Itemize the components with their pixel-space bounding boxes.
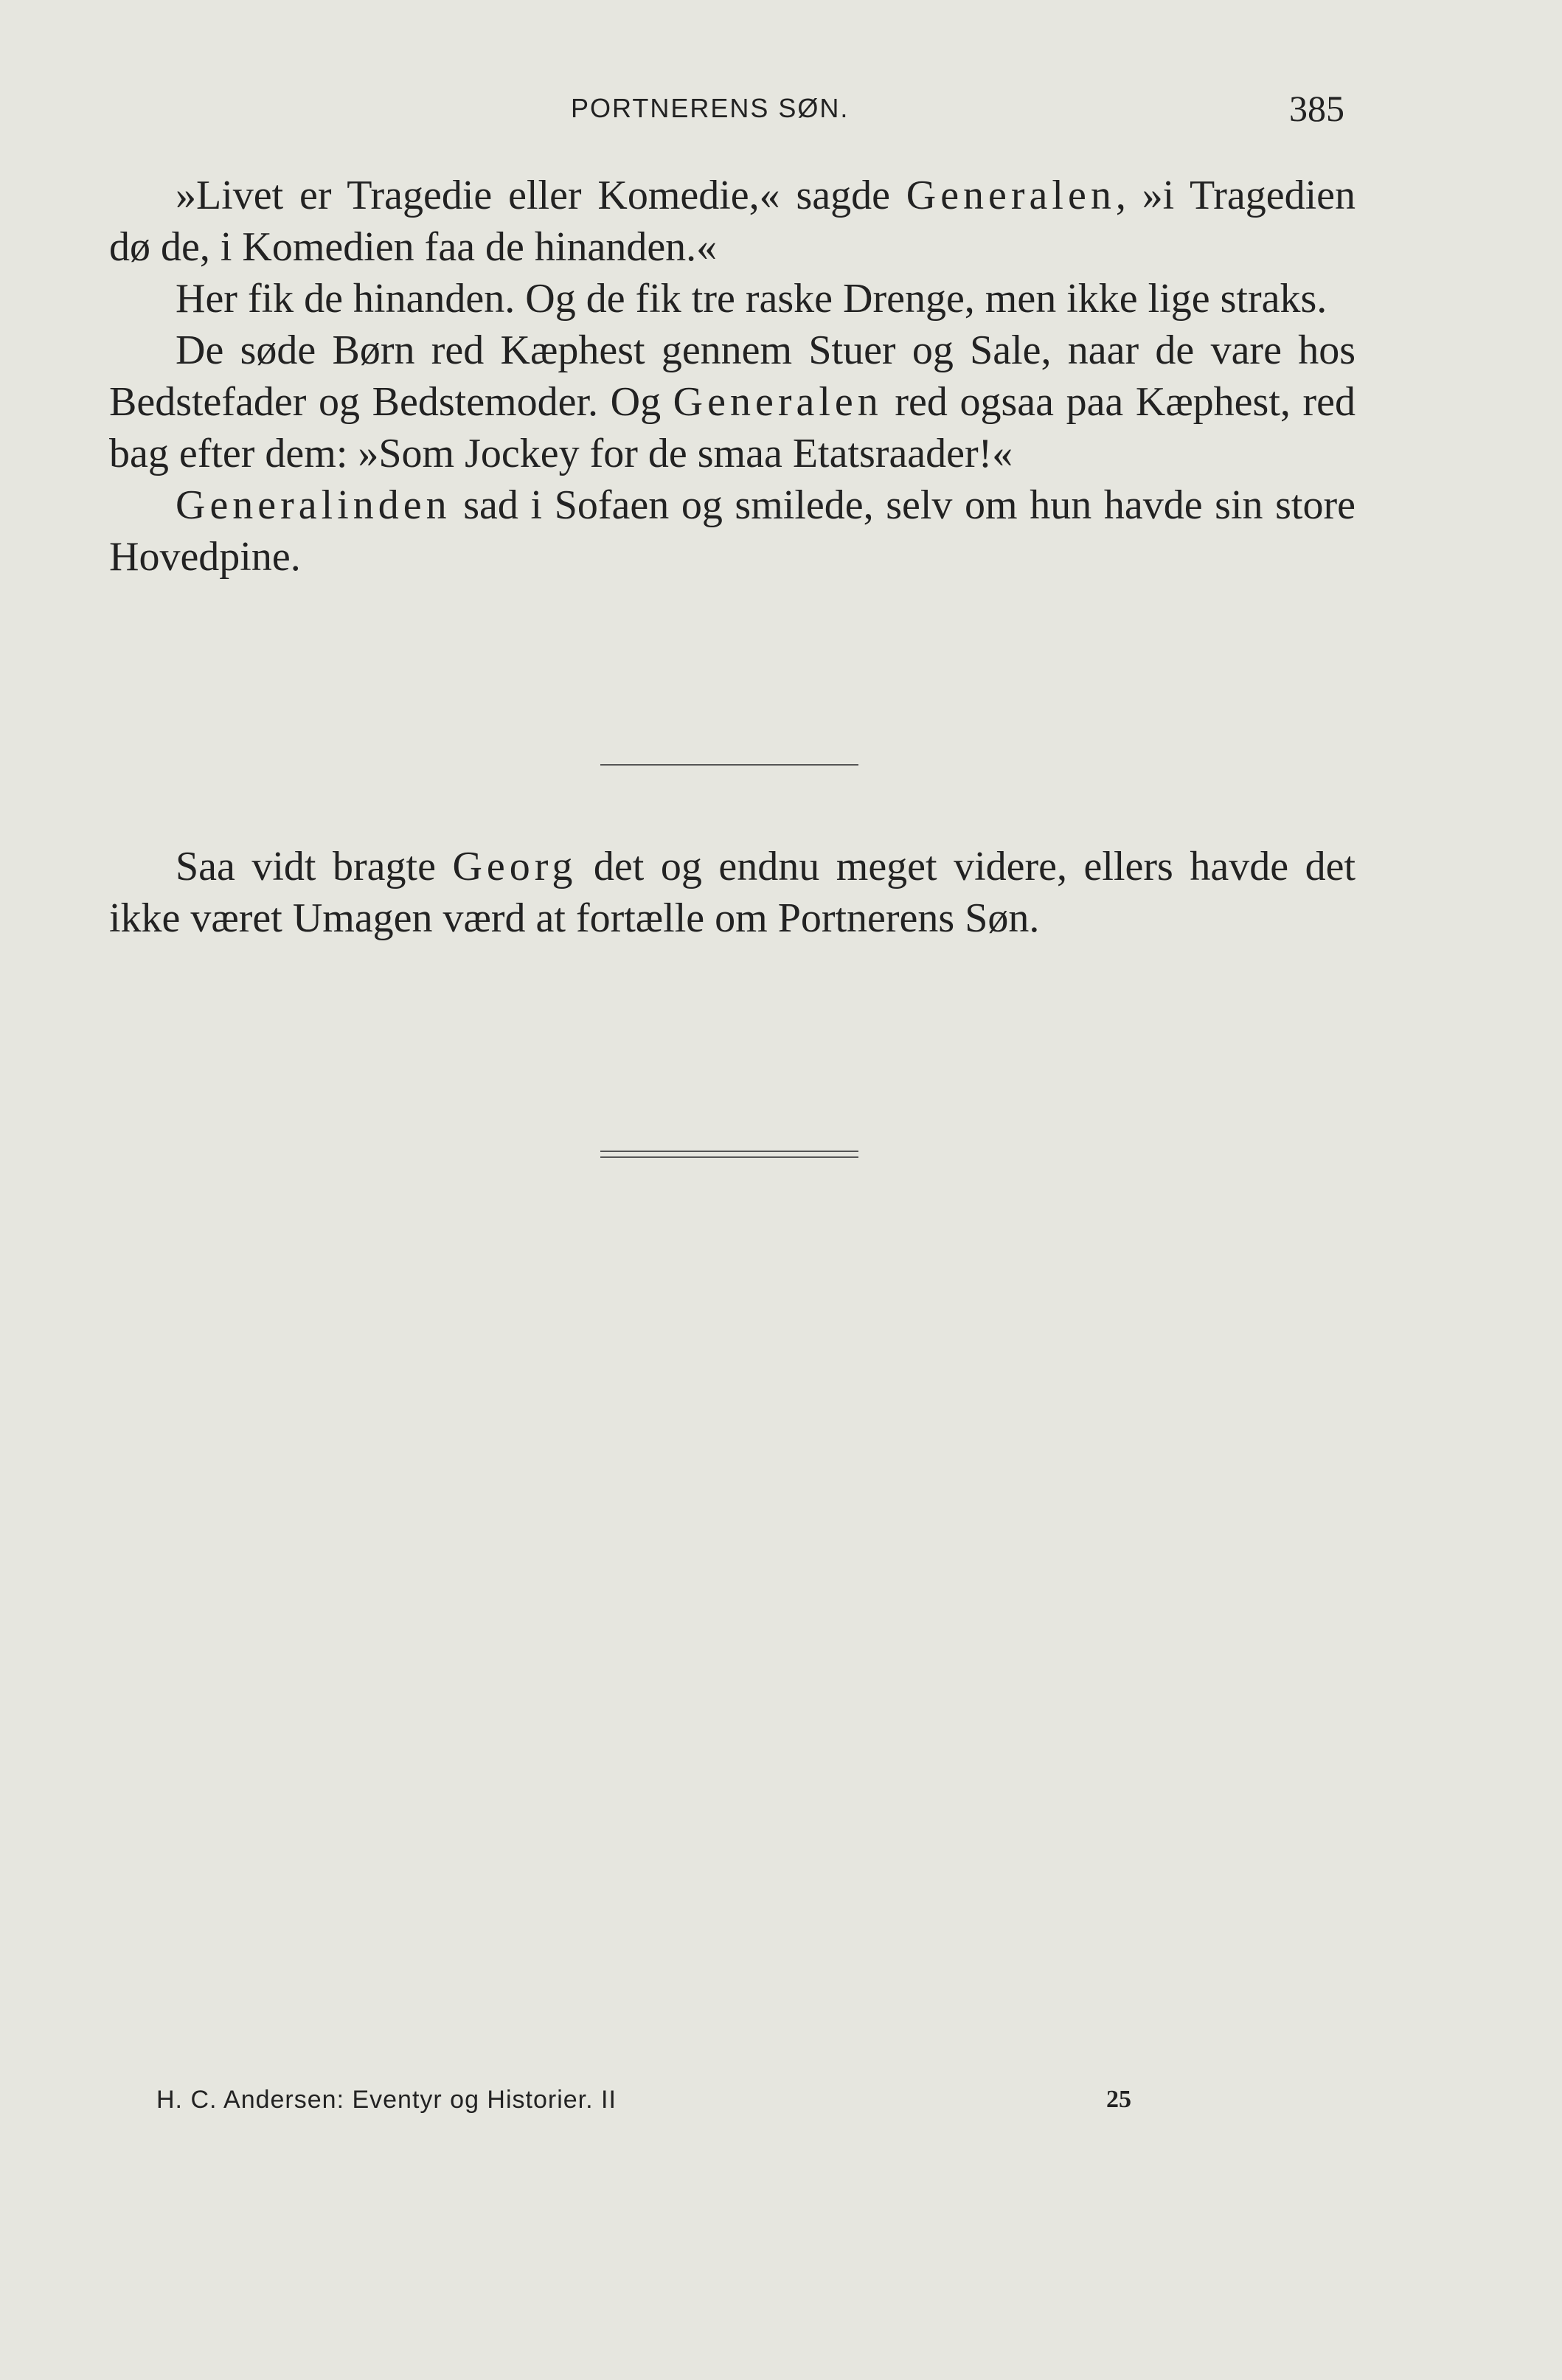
page-number: 385: [1289, 88, 1344, 129]
page-footer: [0, 2081, 1562, 2126]
running-title: PORTNERENS SØN.: [571, 93, 850, 123]
text-segment: Saa vidt bragte: [176, 844, 453, 889]
text-segment: De søde Børn red Kæphest gennem Stuer og Sale, naar de vare hos Bedstefader og Bedstemoder. Og: [109, 327, 1356, 425]
story-text: [109, 170, 1356, 583]
text-segment: Her fik de hinanden. Og de fik tre raske Drenge, men ikke lige straks.: [176, 276, 1327, 322]
spaced-name: Generalen: [673, 379, 883, 425]
spaced-name: Generalen: [906, 173, 1116, 218]
footer-citation: H. C. Andersen: Eventyr og Historier. II: [156, 2086, 617, 2114]
text-segment: , »i Tragedien dø de, i Komedien faa de hinanden.«: [109, 173, 1356, 270]
closing-paragraph: [109, 841, 1356, 944]
signature-mark: 25: [1106, 2086, 1131, 2113]
text-segment: sad i Sofaen og smilede, selv om hun havde sin store Hovedpine.: [109, 482, 1356, 580]
running-head: [0, 87, 1562, 131]
paragraph: [109, 325, 1356, 479]
paragraph: [109, 170, 1356, 273]
closing-text: [109, 841, 1356, 944]
text-segment: det og endnu meget videre, ellers havde det ikke været Umagen værd at fortælle om Portnerens Søn.: [109, 844, 1356, 941]
text-segment: red ogsaa paa Kæphest, red bag efter dem: »Som Jockey for de smaa Etatsraader!«: [109, 379, 1356, 476]
text-segment: »Livet er Tragedie eller Komedie,« sagde: [176, 173, 906, 218]
section-divider: [600, 764, 858, 766]
paragraph: [109, 273, 1356, 325]
spaced-name: Generalinden: [176, 482, 451, 528]
end-divider: [600, 1151, 858, 1158]
spaced-name: Georg: [452, 844, 577, 889]
paragraph: [109, 479, 1356, 583]
